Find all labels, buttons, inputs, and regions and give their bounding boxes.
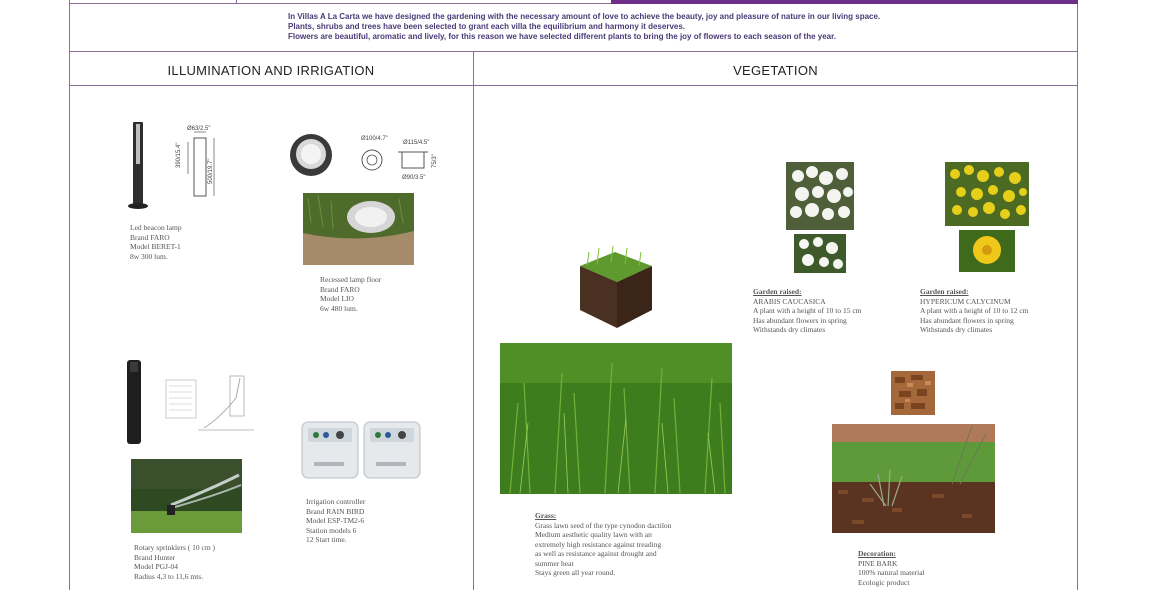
beacon-caption-line: 8w 300 lum.: [130, 251, 168, 261]
sprinkler-caption: [134, 543, 215, 581]
beacon-caption: [130, 223, 182, 261]
pine-bark-swatch: [891, 371, 935, 415]
grass-caption-line: Medium aesthetic quality lawn with an: [535, 530, 652, 539]
beacon-caption-line: Model BERET-1: [130, 242, 181, 251]
grass-caption-line: summer heat: [535, 558, 574, 568]
controller-caption-line: Brand RAIN BIRD: [306, 506, 365, 516]
top-rule: [69, 3, 611, 4]
arabis-caption-line: ARABIS CAUCASICA: [753, 296, 826, 306]
sprinkler-caption-line: Brand Hunter: [134, 552, 176, 562]
recessed-caption: [320, 275, 381, 313]
arabis-photo-2: [794, 234, 846, 273]
decoration-caption-line: Ecologic product: [858, 577, 910, 587]
recessed-caption-line: 6w 480 lum.: [320, 303, 358, 313]
intro-line-2: Plants, shrubs and trees have been selected to grant each villa the equilibrium and harmony it deserves.: [288, 22, 686, 31]
sprinkler-caption-line: Radius 4,3 to 11,6 mts.: [134, 571, 204, 581]
recessed-lamp-photo: [303, 193, 414, 265]
turf-cube-image: [577, 244, 655, 330]
recessed-lamp-drawing: [358, 138, 442, 184]
top-accent-bar: [611, 0, 1078, 4]
section-title-vegetation: VEGETATION: [733, 63, 818, 78]
irrigation-controller-image: [300, 418, 422, 482]
grass-caption-line: Grass lawn seed of the type cynodon dactilon: [535, 520, 672, 530]
arabis-photo-1: [786, 162, 854, 230]
grass-photo: [500, 343, 732, 494]
dim-beacon-h1: 390/15.4": [176, 142, 182, 168]
decoration-caption-line: PINE BARK: [858, 558, 898, 568]
beacon-caption-line: Led beacon lamp: [130, 223, 182, 232]
arabis-caption: [753, 287, 862, 335]
hypericum-photo-2: [959, 230, 1015, 272]
arabis-caption-line: Has abundant flowers in spring: [753, 315, 847, 325]
controller-caption-line: Station models 6: [306, 525, 357, 535]
hypericum-caption: [920, 287, 1029, 335]
arabis-caption-line: Withstands dry climates: [753, 325, 826, 334]
intro-text: [70, 12, 1077, 42]
column-divider: [473, 52, 474, 590]
dim-lio-side: 75/3": [432, 154, 438, 168]
controller-caption-line: Model ESP-TM2-6: [306, 516, 365, 525]
top-divider: [236, 0, 237, 4]
section-title-illumination: ILLUMINATION AND IRRIGATION: [167, 63, 375, 78]
sprinkler-drawing: [160, 368, 256, 438]
dim-beacon-top: Ø63/2.5": [187, 126, 211, 132]
recessed-caption-line: Brand FARO: [320, 284, 360, 294]
dim-lio-top2: Ø115/4.5": [403, 140, 430, 146]
sprinkler-caption-line: Model PGJ-04: [134, 562, 178, 571]
hypericum-caption-line: A plant with a height of 10 to 12 cm: [920, 306, 1029, 315]
beacon-caption-line: Brand FARO: [130, 232, 170, 242]
recessed-caption-line: Recessed lamp floor: [320, 275, 382, 284]
decoration-caption-title: Decoration:: [858, 549, 896, 558]
controller-caption-line: 12 Start time.: [306, 535, 347, 544]
grass-caption-title: Grass:: [535, 511, 557, 520]
grass-caption-line: as well as resistance against drought and: [535, 549, 657, 558]
grass-caption-line: Stays green all year round.: [535, 568, 616, 577]
intro-line-3: Flowers are beautiful, aromatic and lively, for this reason we have selected different plants to bring the joy of flowers to each season of the year.: [288, 32, 836, 41]
controller-caption-line: Irrigation controller: [306, 497, 366, 506]
pine-bark-photo: [832, 424, 995, 533]
decoration-caption-line: 100% natural material: [858, 568, 925, 577]
hypericum-caption-line: HYPERICUM CALYCINUM: [920, 296, 1011, 306]
decoration-caption: [858, 549, 925, 587]
hypericum-caption-line: Has abundant flowers in spring: [920, 315, 1014, 325]
hypericum-caption-line: Withstands dry climates: [920, 325, 993, 334]
intro-line-1: In Villas A La Carta we have designed the gardening with the necessary amount of love to achieve the beauty, joy and pleasure of nature in our living space.: [288, 12, 881, 21]
recessed-lamp-image: [288, 132, 334, 178]
sprinkler-caption-line: Rotary sprinklers ( 10 cm ): [134, 543, 216, 552]
dim-beacon-h2: 500/19.7": [208, 158, 214, 184]
controller-caption: [306, 497, 365, 545]
beacon-lamp-drawing: [182, 128, 222, 200]
hypericum-caption-title: Garden raised:: [920, 287, 969, 296]
dim-lio-bottom: Ø90/3.5": [402, 175, 426, 181]
grass-caption-line: extremely high resistance against treading: [535, 539, 662, 549]
arabis-caption-line: A plant with a height of 10 to 15 cm: [753, 306, 862, 315]
hypericum-photo-1: [945, 162, 1029, 226]
grass-caption: [535, 511, 671, 578]
arabis-caption-title: Garden raised:: [753, 287, 802, 296]
dim-lio-top1: Ø100/4.7": [361, 136, 388, 142]
sprinkler-image: [124, 358, 144, 446]
recessed-caption-line: Model LIO: [320, 294, 354, 303]
beacon-lamp-image: [125, 120, 155, 212]
header-rule-top: [69, 51, 1078, 52]
sprinkler-photo: [131, 459, 242, 533]
header-rule-bottom: [69, 85, 1078, 86]
